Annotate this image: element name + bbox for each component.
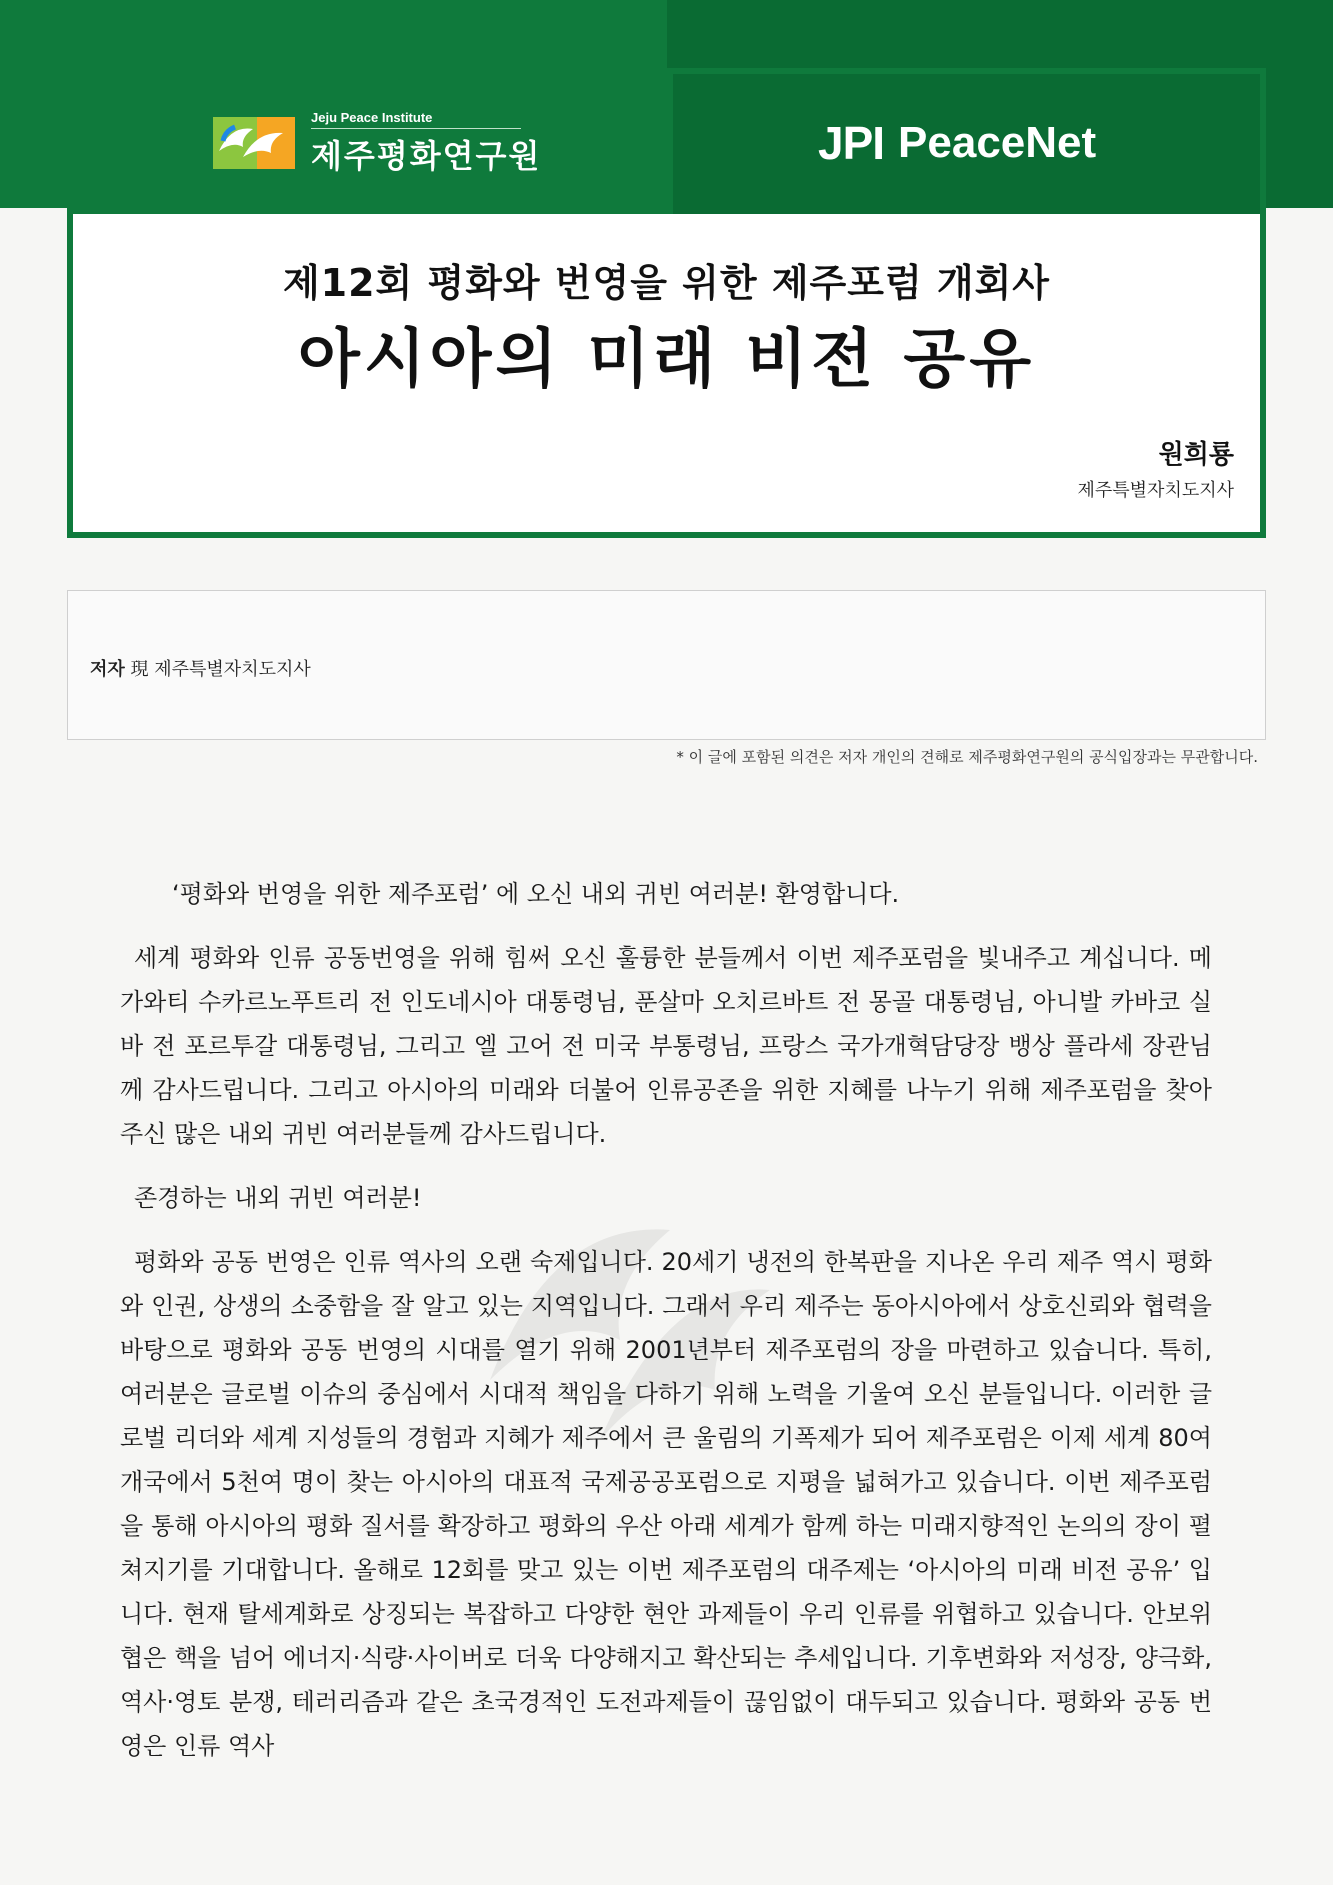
author-name: 원희룡 [1158,440,1234,470]
logo-korean-name: 제주평화연구원 [311,136,542,175]
disclaimer: * 이 글에 포함된 의견은 저자 개인의 견해로 제주평화연구원의 공식입장과는 무관합니다. [676,748,1258,766]
logo-bar [73,74,1260,214]
jpi-mark: JPI [818,117,885,169]
document-title: 아시아의 미래 비전 공유 [297,323,1036,397]
author-box-role: 제주특별자치도지사 [154,659,311,680]
logo-text [311,110,541,177]
logo-english-name: Jeju Peace Institute [311,110,521,129]
peacenet-wordmark: PeaceNet [898,118,1097,167]
author-label: 저자 [90,659,125,680]
author-info-box [67,590,1266,740]
author-info-line [90,655,311,681]
author-role: 제주특별자치도지사 [1077,480,1234,501]
body-text [120,872,1212,1788]
body-paragraph: ‘평화와 번영을 위한 제주포럼’ 에 오신 내외 귀빈 여러분! 환영합니다. [172,880,900,908]
body-paragraph: 평화와 공동 번영은 인류 역사의 오랜 숙제입니다. 20세기 냉전의 한복판을 지나온 우리 제주 역시 평화와 인권, 상생의 소중함을 잘 알고 있는 지역입니다. 그래서 우리 제주는 동아시아에서 상호신뢰와 협력을 바탕으로 평화와 공동 번영의 시대를 열기 위해 2001년부터 제주포럼의 장을 마련하고 있습니다. 특히, 여러분은 글로벌 이슈의 중심에서 시대적 책임을 다하기 위해 노력을 기울여 오신 분들입니다. 이러한 글로벌 리더와 세계 지성들의 경험과 지혜가 제주에서 큰 울림의 기폭제가 되어 제주포럼은 이제 세계 80여 개국에서 5천여 명이 찾는 아시아의 대표적 국제공공포럼으로 지평을 넓혀가고 있습니다. 이번 제주포럼을 통해 아시아의 평화 질서를 확장하고 평화의 우산 아래 세계가 함께 하는 미래지향적인 논의의 장이 펼쳐지기를 기대합니다. 올해로 12회를 맞고 있는 이번 제주포럼의 대주제는 ‘아시아의 미래 비전 공유’ 입니다. 현재 탈세계화로 상징되는 복잡하고 다양한 현안 과제들이 우리 인류를 위협하고 있습니다. 안보위협은 핵을 넘어 에너지·식량·사이버로 더욱 다양해지고 확산되는 추세입니다. 기후변화와 저성장, 양극화, 역사·영토 분쟁, 테러리즘과 같은 초국경적인 도전과제들이 끊임없이 대두되고 있습니다. 평화와 공동 번영은 인류 역사 [120,1248,1212,1760]
peacenet-logo [818,116,1096,170]
body-paragraph: 존경하는 내외 귀빈 여러분! [134,1184,422,1212]
author-prefix: 現 [130,659,149,680]
jeju-peace-institute-logo [213,108,541,178]
document-subtitle: 제12회 평화와 번영을 위한 제주포럼 개회사 [282,261,1051,305]
title-frame [67,68,1266,538]
body-paragraph: 세계 평화와 인류 공동번영을 위해 힘써 오신 훌륭한 분들께서 이번 제주포럼을 빛내주고 계십니다. 메가와티 수카르노푸트리 전 인도네시아 대통령님, 푼살마 오치르바트 전 몽골 대통령님, 아니발 카바코 실바 전 포르투갈 대통령님, 그리고 엘 고어 전 미국 부통령님, 프랑스 국가개혁담당장 뱅상 플라세 장관님께 감사드립니다. 그리고 아시아의 미래와 더불어 인류공존을 위한 지혜를 나누기 위해 제주포럼을 찾아주신 많은 내외 귀빈 여러분들께 감사드립니다. [120,944,1212,1148]
dove-logo-icon [213,111,299,175]
